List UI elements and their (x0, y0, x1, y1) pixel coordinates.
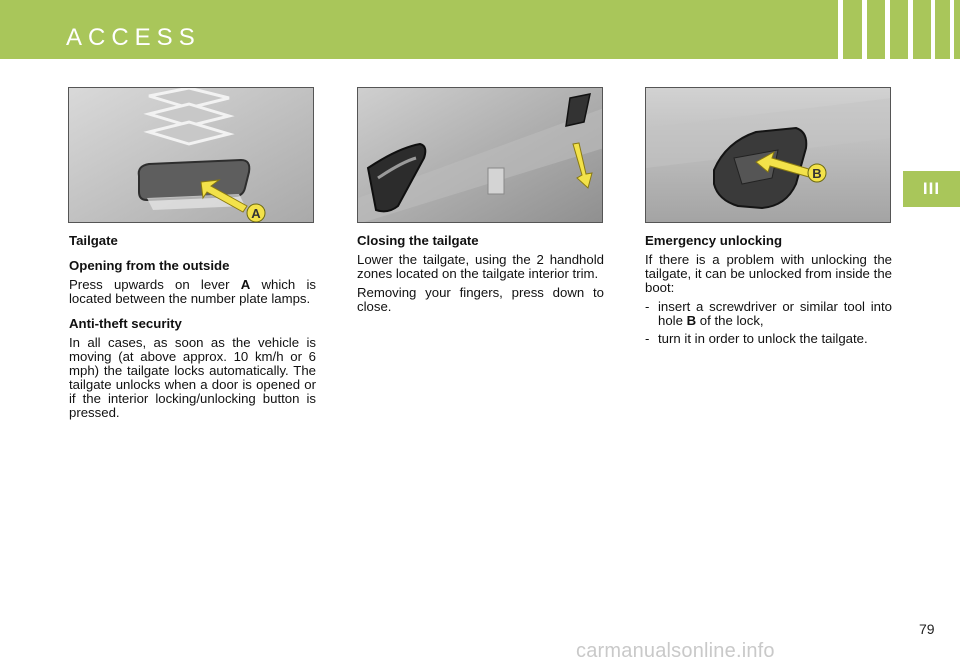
paragraph-emergency: If there is a problem with unlocking the tailgate, it can be unlocked from inside the boot: (645, 252, 892, 295)
callout-b-label: B (812, 166, 822, 181)
photo-tailgate-handholds (357, 87, 603, 223)
lever-a-ref: A (240, 277, 251, 292)
section-heading-closing: Closing the tailgate (357, 233, 479, 248)
hole-b-ref: B (686, 313, 697, 328)
watermark: carmanualsonline.info (576, 640, 775, 662)
column-tailgate (69, 234, 316, 425)
subheading-anti-theft: Anti-theft security (69, 316, 182, 331)
column-closing (357, 234, 604, 319)
section-heading-emergency: Emergency unlocking (645, 233, 783, 248)
callout-a-label: A (251, 206, 261, 221)
paragraph-anti-theft: In all cases, as soon as the vehicle is moving (at above approx. 10 km/h or 6 mph) the tailgate locks automatically. The tailgate unlocks when a door is opened or if the interior locking/unlocking button is pressed. (69, 335, 316, 420)
paragraph-closing-2: Removing your fingers, press down to close. (357, 285, 604, 314)
list-item: - insert a screwdriver or similar tool into hole B of the lock, (645, 299, 892, 328)
header-stripe (862, 0, 867, 59)
column-emergency (645, 234, 892, 350)
page-title: ACCESS (66, 24, 201, 51)
section-heading-tailgate: Tailgate (69, 233, 118, 248)
header-stripe (950, 0, 954, 59)
header-stripe (885, 0, 890, 59)
header-stripe (908, 0, 913, 59)
photo-emergency-lock (645, 87, 891, 223)
list-item: - turn it in order to unlock the tailgate. (645, 331, 868, 346)
chapter-header-bar (0, 0, 960, 59)
header-stripe (931, 0, 935, 59)
chapter-tab[interactable]: III (903, 171, 960, 207)
header-stripe (838, 0, 843, 59)
paragraph-closing-1: Lower the tailgate, using the 2 handhold zones located on the tailgate interior trim. (357, 252, 604, 281)
page-number: 79 (919, 621, 935, 637)
photo-tailgate-lever (68, 87, 314, 223)
paragraph-opening: Press upwards on lever A which is located between the number plate lamps. (69, 277, 316, 306)
subheading-opening-outside: Opening from the outside (69, 258, 230, 273)
